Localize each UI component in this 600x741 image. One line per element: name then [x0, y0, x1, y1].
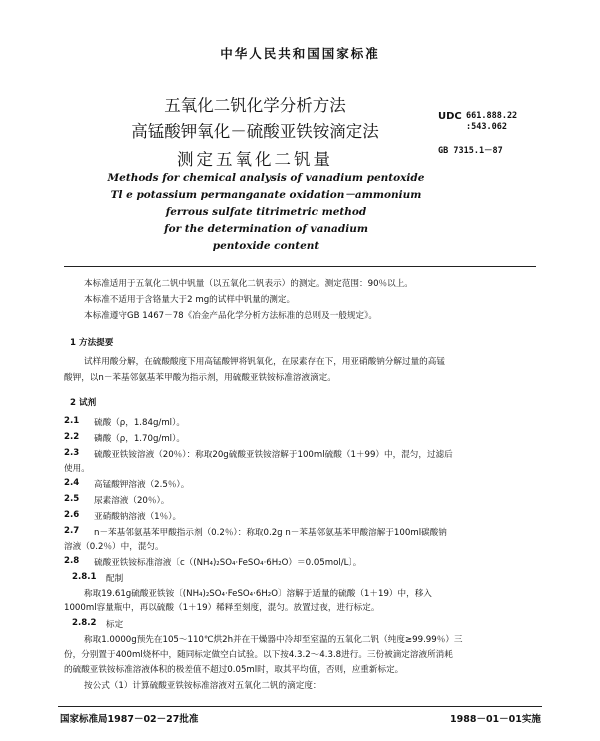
intro-line-2: 本标准不适用于含铬量大于2 mg的试样中钒量的测定。	[84, 295, 296, 305]
title-line-2: 高锰酸钾氧化－硫酸亚铁铵滴定法	[131, 122, 379, 141]
effective-date: 1988－01－01实施	[450, 714, 541, 725]
item-text: 亚硝酸钠溶液（1％）。	[94, 512, 182, 522]
english-title-line: for the determination of vanadium	[164, 223, 368, 235]
subsection-number: 2.8.1	[72, 572, 97, 582]
item-text: 硫酸亚铁铵标准溶液〔c（(NH₄)₂SO₄·FeSO₄·6H₂O）＝0.05mol/L〕。	[94, 558, 362, 568]
item-number: 2.3	[64, 448, 80, 458]
item-number: 2.8	[64, 556, 80, 566]
item-number: 2.2	[64, 432, 80, 442]
udc-value	[466, 111, 517, 133]
subsection-title: 标定	[106, 620, 124, 630]
subsection-281-line-1: 称取19.61g硫酸亚铁铵〔(NH₄)₂SO₄·FeSO₄·6H₂O〕溶解于适量的硫酸（1＋19）中，移入	[84, 589, 432, 599]
subsection-number: 2.8.2	[72, 618, 97, 628]
title-line-3: 测定五氧化二钒量	[177, 150, 333, 169]
udc-value-2: :543.062	[466, 122, 507, 132]
standard-org-header: 中华人民共和国国家标准	[220, 46, 380, 61]
english-title-line: Methods for chemical analysis of vanadium pentoxide	[107, 172, 425, 184]
title-line-1: 五氧化二钒化学分析方法	[164, 96, 346, 115]
subsection-282-line-3: 的硫酸亚铁铵标准溶液体积的极差值不超过0.05ml时，取其平均值，否则，应重新标定。	[64, 665, 404, 675]
intro-line-3: 本标准遵守GB 1467－78《冶金产品化学分析方法标准的总则及一般规定》。	[84, 311, 378, 321]
subsection-282-line-4: 按公式（1）计算硫酸亚铁铵标准溶液对五氧化二钒的滴定度：	[84, 681, 322, 691]
english-title	[80, 170, 452, 255]
item-text: 磷酸（ρ，1.70g/ml）。	[94, 434, 185, 444]
item-number: 2.6	[64, 510, 80, 520]
udc-value-1: 661.888.22	[466, 111, 518, 121]
section-1-para-line-2: 酸钾，以n－苯基邻氨基苯甲酸为指示剂，用硫酸亚铁铵标准溶液滴定。	[64, 373, 336, 383]
section-1-heading: 1 方法提要	[70, 338, 114, 348]
item-text: 硫酸亚铁铵溶液（20％）：称取20g硫酸亚铁铵溶解于100ml硫酸（1＋99）中，混匀，过滤后	[94, 450, 453, 460]
section-1-para-line-1: 试样用酸分解，在硫酸酸度下用高锰酸钾将钒氧化，在尿素存在下，用亚硝酸钠分解过量的高锰	[84, 357, 445, 367]
subsection-title: 配制	[106, 574, 124, 584]
item-number: 2.5	[64, 494, 80, 504]
header-divider	[64, 266, 536, 267]
english-title-line: pentoxide content	[212, 240, 320, 252]
intro-line-1: 本标准适用于五氧化二钒中钒量（以五氧化二钒表示）的测定。测定范围：90％以上。	[84, 279, 413, 289]
english-title-line: Tl e potassium permanganate oxidation－ammonium	[110, 189, 422, 201]
approval-date: 国家标准局1987－02－27批准	[60, 714, 199, 725]
english-title-line: ferrous sulfate titrimetric method	[165, 206, 367, 218]
item-text: n－苯基邻氨基苯甲酸指示剂（0.2％）：称取0.2g n－苯基邻氨基苯甲酸溶解于100ml碳酸钠	[94, 528, 447, 538]
item-text: 尿素溶液（20％）。	[94, 496, 170, 506]
item-number: 2.1	[64, 416, 80, 426]
item-text-continued: 溶液（0.2％）中，混匀。	[64, 542, 164, 552]
udc-label: UDC	[438, 111, 462, 122]
subsection-282-line-2: 份，分别置于400ml烧杯中，随同标定做空白试验。以下按4.3.2～4.3.8进行。三份被滴定溶液所消耗	[64, 650, 453, 660]
item-text-continued: 使用。	[64, 464, 90, 474]
subsection-282-line-1: 称取1.0000g预先在105～110℃烘2h并在干燥器中冷却至室温的五氧化二钒（纯度≥99.99％）三	[84, 635, 463, 645]
gb-code: GB 7315.1－87	[438, 146, 503, 156]
item-text: 硫酸（ρ，1.84g/ml）。	[94, 418, 185, 428]
subsection-281-line-2: 1000ml容量瓶中，再以硫酸（1＋19）稀释至刻度，混匀。放置过夜，进行标定。	[64, 603, 380, 613]
item-text: 高锰酸钾溶液（2.5％）。	[94, 480, 190, 490]
item-number: 2.4	[64, 478, 80, 488]
footer-divider	[58, 706, 542, 707]
item-number: 2.7	[64, 526, 80, 536]
section-2-heading: 2 试剂	[70, 398, 97, 408]
